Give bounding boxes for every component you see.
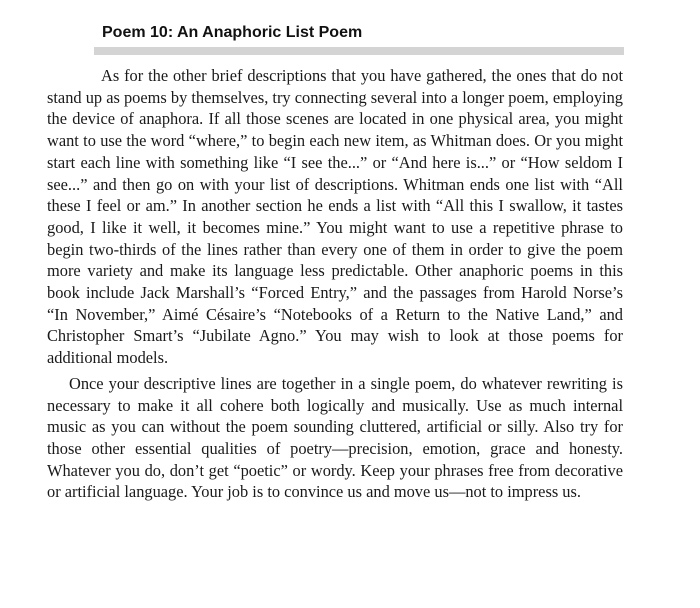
section-heading: Poem 10: An Anaphoric List Poem bbox=[102, 24, 363, 41]
paragraph-2: Once your descriptive lines are together in a single poem, do whatever rewriting is necessary to make it all cohere both logically and musically. Use as much internal music as you can without the poem sounding cluttered, artificial or silly. Also try for those other essential qualities of poetry—precision, emotion, grace and honesty. Whatever you do, don’t get “poetic” or wordy. Keep your phrases free from decorative or artificial language. Your job is to convince us and move us—not to impress us. bbox=[47, 373, 623, 502]
heading-rule bbox=[94, 47, 624, 55]
paragraph-1: As for the other brief descriptions that you have gathered, the ones that do not stand up as poems by themselves, try connecting several into a longer poem, employing the device of anaphora. If all those scenes are located in one physical area, you might want to use the word “where,” to begin each new item, as Whitman does. Or you might start each line with something like “I see the...” or “And here is...” or “How seldom I see...” and then go on with your list of descriptions. Whitman ends one list with “All these I feel or am.” In another section he ends a list with “All this I swallow, it tastes good, I like it well, it becomes mine.” You might want to use a repetitive phrase to begin two-thirds of the lines rather than every one of them in order to give the poem more variety and make its language less predictable. Other anaphoric poems in this book include Jack Marshall’s “Forced Entry,” and the passages from Harold Norse’s “In November,” Aimé Césaire’s “Notebooks of a Return to the Native Land,” and Christopher Smart’s “Jubilate Agno.” You may wish to look at those poems for additional models. bbox=[47, 66, 623, 368]
body-text bbox=[47, 65, 623, 507]
